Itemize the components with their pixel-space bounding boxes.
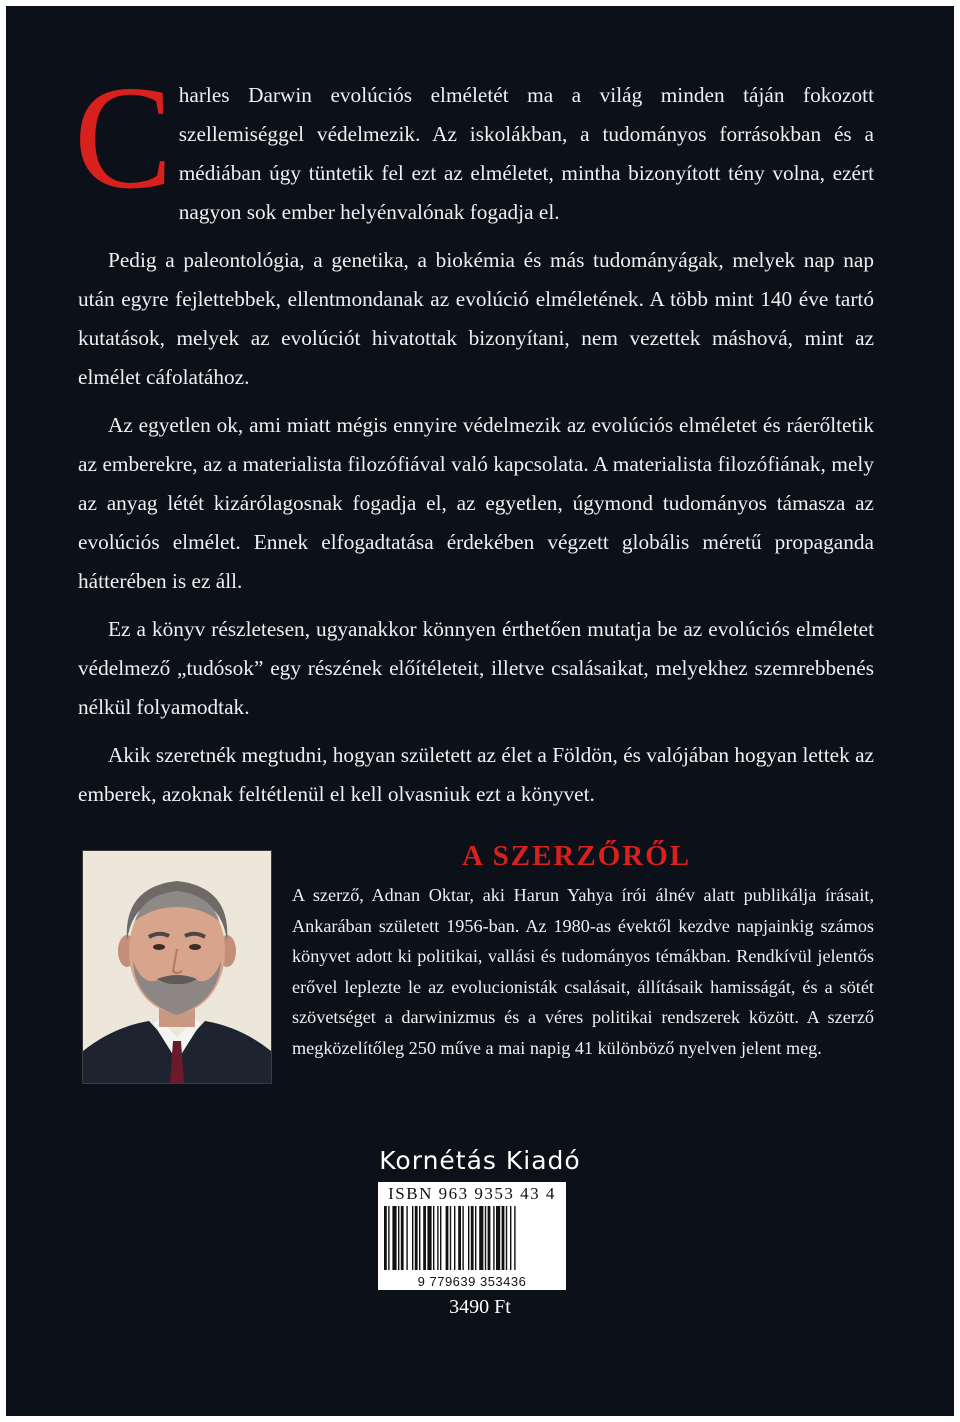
barcode-bar bbox=[506, 1206, 507, 1270]
barcode-bar bbox=[398, 1206, 399, 1270]
blurb-paragraph-2: Pedig a paleontológia, a genetika, a biokémia és más tudományágak, melyek nap nap után egyre fejlettebbek, ellentmondanak az evolúció elméletének. A több mint 140 éve tartó kutatások, melyek az evolúciót hivatottak bizonyítani, nem vezettek máshová, mint az elmélet cáfolatához. bbox=[78, 248, 874, 389]
author-portrait bbox=[82, 850, 272, 1084]
about-author-section bbox=[82, 840, 882, 1094]
barcode-bar bbox=[412, 1206, 413, 1270]
author-portrait-drawing bbox=[83, 851, 271, 1083]
barcode-bar bbox=[471, 1206, 474, 1270]
barcode-bar bbox=[440, 1206, 441, 1270]
barcode-bar bbox=[388, 1206, 389, 1270]
barcode-bar bbox=[446, 1206, 449, 1270]
barcode-bar bbox=[406, 1206, 407, 1270]
barcode-bar bbox=[462, 1206, 463, 1270]
barcode-bar bbox=[502, 1206, 505, 1270]
barcode-bar bbox=[454, 1206, 455, 1270]
barcode-bar bbox=[419, 1206, 420, 1270]
intro-paragraph bbox=[74, 56, 874, 232]
author-bio: A szerző, Adnan Oktar, aki Harun Yahya írói álnév alatt publikálja írásait, Ankarában született 1956-ban. Az 1980-as évektől kezdve napjainkig számos könyvet adott ki politikai, vallási és tudományos témákban. Rendkívül jelentős erővel leplezte le az evolucionisták csalásait, állításaik hamisságát, és a sötét szövetséget a darwinizmus és a véres politikai rendszerek között. A szerző megközelítőleg 250 műve a mai napig 41 különböző nyelven jelent meg. bbox=[292, 885, 874, 1058]
author-heading: A SZERZŐRŐL bbox=[462, 840, 692, 872]
price: 3490 Ft bbox=[449, 1296, 511, 1318]
blurb-paragraph-3: Az egyetlen ok, ami miatt mégis ennyire védelmezik az evolúciós elméletet és ráerőltetik az emberekre, az a materialista filozófiával való kapcsolata. A materialista filozófiának, mely az anyag létét kizárólagosnak fogadja el, az egyetlen, úgymond tudományos támasza az evolúciós elmélet. Ennek elfogadtatása érdekében végzett globális méretű propaganda hátterében is ez áll. bbox=[78, 413, 874, 593]
blurb-paragraph-4: Ez a könyv részletesen, ugyanakkor könnyen érthetően mutatja be az evolúciós elméletet védelmező „tudósok” egy részének előítéleteit, illetve csalásaikat, melyekhez szemrebbenés nélkül folyamodtak. bbox=[78, 617, 874, 719]
barcode-bar bbox=[479, 1206, 483, 1270]
barcode-bar bbox=[468, 1206, 469, 1270]
barcode-bar bbox=[401, 1206, 404, 1270]
barcode-bar bbox=[458, 1206, 461, 1270]
barcode-bar bbox=[496, 1206, 500, 1270]
back-cover bbox=[6, 6, 954, 1416]
barcode-bar bbox=[392, 1206, 396, 1270]
barcode-bar bbox=[493, 1206, 494, 1270]
drop-cap: C bbox=[74, 56, 173, 220]
barcode-bar bbox=[427, 1206, 431, 1270]
barcode-bar bbox=[475, 1206, 476, 1270]
barcode-bar bbox=[423, 1206, 426, 1270]
barcode-bar bbox=[488, 1206, 491, 1270]
isbn-label: ISBN 963 9353 43 4 bbox=[388, 1184, 556, 1203]
barcode-bar bbox=[433, 1206, 434, 1270]
publisher-name: Kornétás Kiadó bbox=[379, 1146, 581, 1175]
intro-first-text: harles Darwin evolúciós elméletét ma a világ minden táján fokozott szellemiséggel védelmezik. Az iskolákban, a tudományos forrásokban és a médiában úgy tüntetik fel ezt az elméletet, mintha bizonyított tény volna, ezért nagyon sok ember helyénvalónak fogadja el. bbox=[178, 83, 874, 224]
barcode-bar bbox=[514, 1206, 515, 1270]
blurb-text bbox=[74, 56, 874, 823]
barcode-bar bbox=[510, 1206, 511, 1270]
barcode-bar bbox=[415, 1206, 418, 1270]
barcode-bar bbox=[450, 1206, 451, 1270]
barcode-bar bbox=[485, 1206, 486, 1270]
isbn-barcode bbox=[378, 1182, 566, 1290]
barcode-bar bbox=[437, 1206, 438, 1270]
barcode-bar bbox=[384, 1206, 387, 1270]
barcode-bars bbox=[384, 1206, 560, 1270]
barcode-digits: 9 779639 353436 bbox=[417, 1274, 527, 1289]
blurb-paragraph-5: Akik szeretnék megtudni, hogyan született az élet a Földön, és valójában hogyan lettek az emberek, azoknak feltétlenül el kell olvasniuk ezt a könyvet. bbox=[78, 743, 874, 806]
